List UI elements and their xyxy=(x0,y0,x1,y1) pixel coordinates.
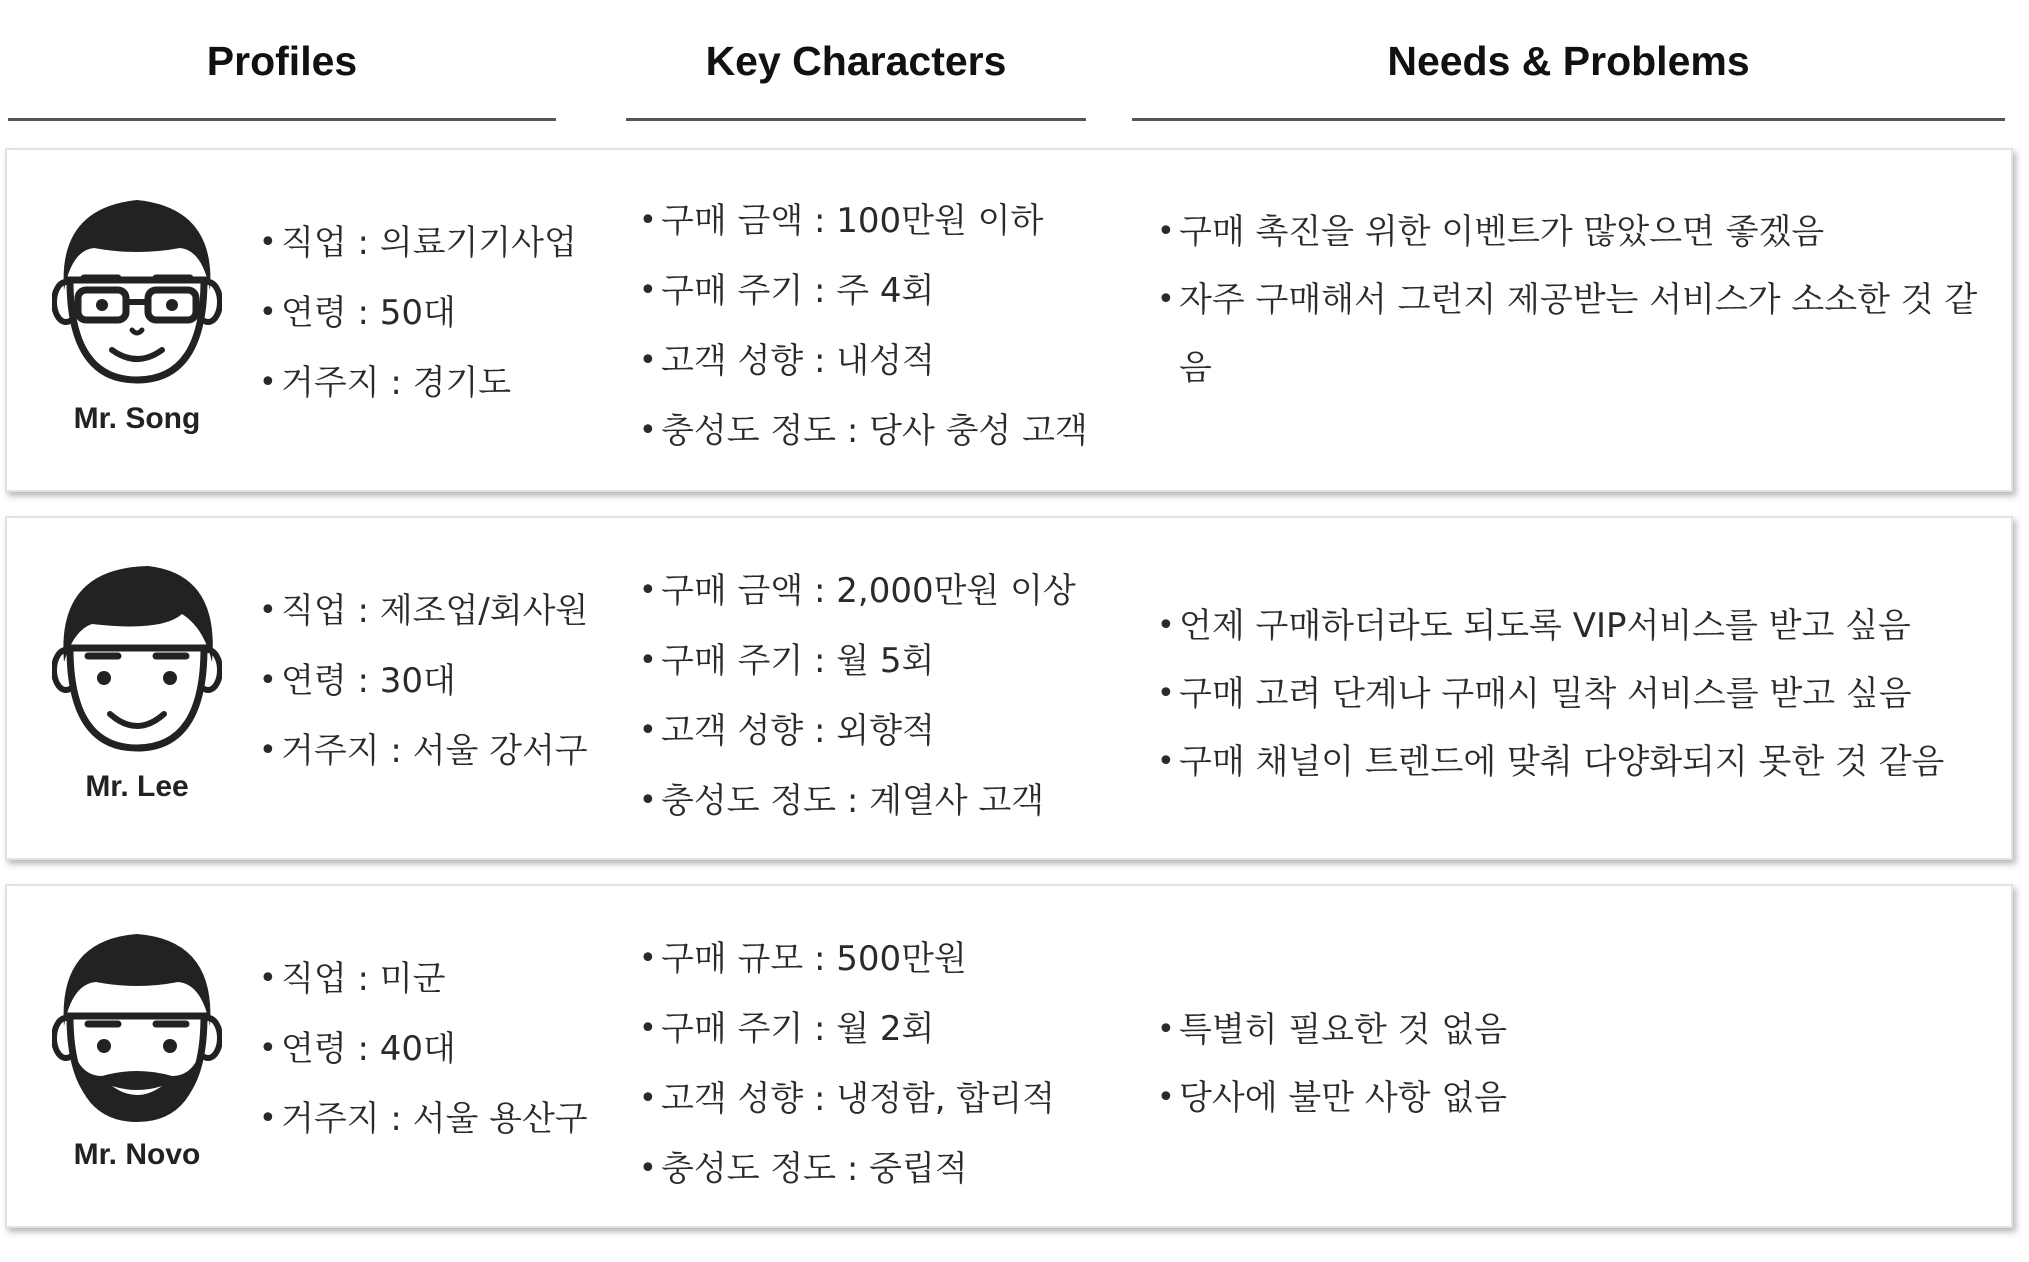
key-character-item: • 구매 금액 : 2,000만원 이상 xyxy=(639,556,1109,626)
key-character-item: • 고객 성향 : 냉정함, 합리적 xyxy=(639,1064,1109,1134)
persona-card-song xyxy=(5,148,2013,492)
needs-list xyxy=(1157,198,1987,402)
persona-name: Mr. Novo xyxy=(73,1138,201,1171)
profile-item: • 직업 : 미군 xyxy=(259,944,599,1014)
profile-item: • 연령 : 50대 xyxy=(259,278,599,348)
need-item: • 구매 채널이 트렌드에 맞춰 다양화되지 못한 것 같음 xyxy=(1157,728,1987,796)
profile-item: • 거주지 : 경기도 xyxy=(259,348,599,418)
profile-list xyxy=(259,208,599,418)
profiles-header-title: Profiles xyxy=(206,38,358,84)
profile-item: • 연령 : 40대 xyxy=(259,1014,599,1084)
persona-name: Mr. Song xyxy=(73,402,201,435)
key-character-item: • 구매 금액 : 100만원 이하 xyxy=(639,186,1109,256)
key-character-item: • 구매 주기 : 월 2회 xyxy=(639,994,1109,1064)
man-with-beard-icon xyxy=(52,926,222,1126)
need-item: • 구매 촉진을 위한 이벤트가 많았으면 좋겠음 xyxy=(1157,198,1987,266)
man-smiling-icon xyxy=(52,558,222,758)
key-characters-list xyxy=(639,924,1109,1204)
header-profiles xyxy=(8,38,556,121)
key-character-item: • 구매 규모 : 500만원 xyxy=(639,924,1109,994)
persona-name: Mr. Lee xyxy=(85,770,189,803)
need-item: • 당사에 불만 사항 없음 xyxy=(1157,1064,1987,1132)
need-item: • 특별히 필요한 것 없음 xyxy=(1157,996,1987,1064)
profile-item: • 거주지 : 서울 용산구 xyxy=(259,1084,599,1154)
profile-list xyxy=(259,944,599,1154)
key-characters-list xyxy=(639,186,1109,466)
profile-list xyxy=(259,576,599,786)
header-needs-problems xyxy=(1132,38,2005,121)
key-character-item: • 충성도 정도 : 당사 충성 고객 xyxy=(639,396,1109,466)
key-character-item: • 구매 주기 : 월 5회 xyxy=(639,626,1109,696)
key-character-item: • 충성도 정도 : 계열사 고객 xyxy=(639,766,1109,836)
needs-problems-header-title: Needs & Problems xyxy=(1387,38,1750,84)
needs-list xyxy=(1157,592,1987,796)
key-characters-header-title: Key Characters xyxy=(705,38,1007,84)
key-character-item: • 고객 성향 : 외향적 xyxy=(639,696,1109,766)
needs-list xyxy=(1157,996,1987,1132)
need-item: • 구매 고려 단계나 구매시 밀착 서비스를 받고 싶음 xyxy=(1157,660,1987,728)
persona-card-novo xyxy=(5,884,2013,1228)
man-with-glasses-icon xyxy=(52,190,222,390)
key-character-item: • 고객 성향 : 내성적 xyxy=(639,326,1109,396)
profile-item: • 직업 : 제조업/회사원 xyxy=(259,576,599,646)
key-character-item: • 구매 주기 : 주 4회 xyxy=(639,256,1109,326)
need-item: • 언제 구매하더라도 되도록 VIP서비스를 받고 싶음 xyxy=(1157,592,1987,660)
profile-item: • 직업 : 의료기기사업 xyxy=(259,208,599,278)
need-item: • 자주 구매해서 그런지 제공받는 서비스가 소소한 것 같음 xyxy=(1157,266,1987,402)
header-key-characters xyxy=(626,38,1086,121)
profile-item: • 거주지 : 서울 강서구 xyxy=(259,716,599,786)
key-character-item: • 충성도 정도 : 중립적 xyxy=(639,1134,1109,1204)
key-characters-list xyxy=(639,556,1109,836)
persona-card-lee xyxy=(5,516,2013,860)
profile-item: • 연령 : 30대 xyxy=(259,646,599,716)
